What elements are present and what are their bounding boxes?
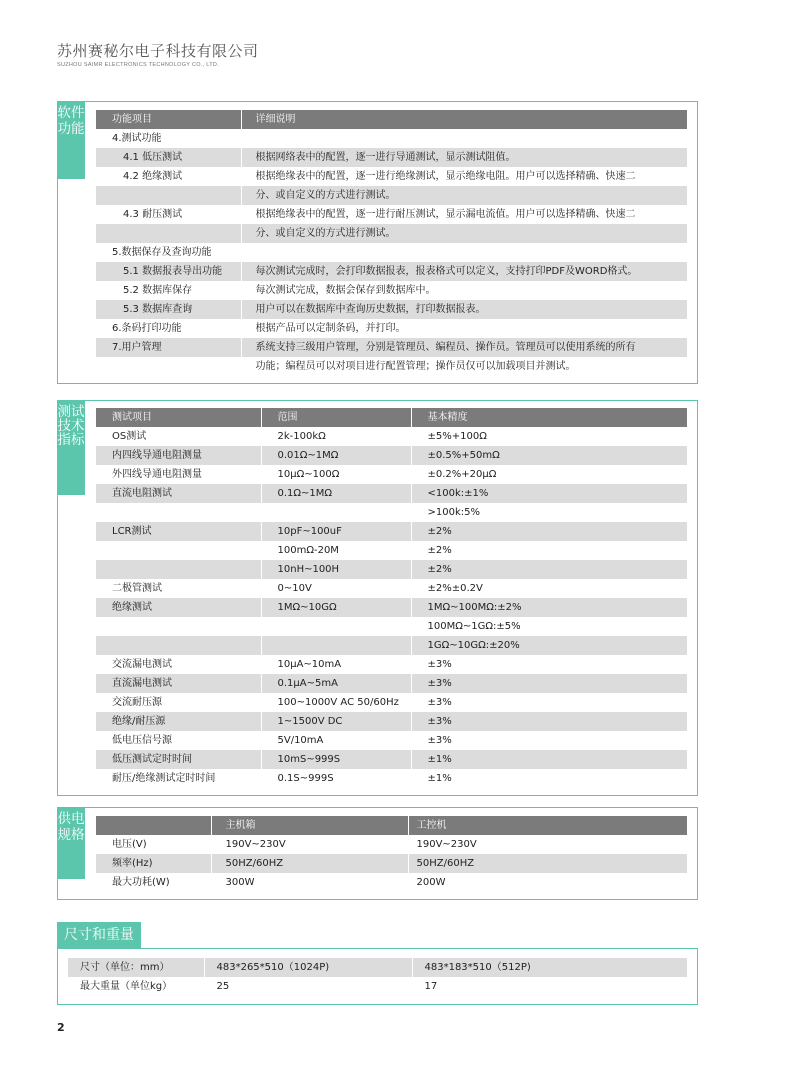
- software-table: [96, 110, 687, 376]
- spec-accuracy-cell: >100k:5%: [411, 503, 687, 522]
- size-section-label: 尺寸和重量: [57, 922, 141, 948]
- table-row: [96, 129, 687, 148]
- size-value-cell: 17: [412, 977, 687, 996]
- spec-accuracy-cell: ±2%±0.2V: [411, 579, 687, 598]
- table-row: [96, 357, 687, 376]
- power-ipc-cell: 200W: [408, 873, 687, 892]
- function-item-cell: 6.条码打印功能: [112, 323, 182, 334]
- spec-item-cell: 直流电阻测试: [96, 484, 261, 503]
- function-desc-cell: 分、或自定义的方式进行测试。: [241, 224, 687, 243]
- function-desc-cell: 每次测试完成，数据会保存到数据库中。: [241, 281, 687, 300]
- table-row: [96, 465, 687, 484]
- spec-accuracy-cell: ±2%: [411, 522, 687, 541]
- power-ipc-cell: 190V~230V: [408, 835, 687, 854]
- function-item-cell: 4.3 耐压测试: [123, 209, 183, 220]
- spec-item-cell: OS测试: [112, 431, 147, 442]
- table-row: [96, 731, 687, 750]
- spec-range-cell: 5V/10mA: [261, 731, 411, 750]
- column-header: [96, 816, 211, 835]
- function-desc-cell: 根据网络表中的配置，逐一进行导通测试，显示测试阻值。: [241, 148, 687, 167]
- spec-range-cell: 100~1000V AC 50/60Hz: [261, 693, 411, 712]
- table-row: [96, 262, 687, 281]
- spec-range-cell: 2k-100kΩ: [261, 427, 411, 446]
- spec-accuracy-cell: <100k:±1%: [411, 484, 687, 503]
- table-row: [96, 484, 687, 503]
- spec-range-cell: 0.1Ω~1MΩ: [261, 484, 411, 503]
- table-row: [96, 243, 687, 262]
- function-item-cell: 5.2 数据库保存: [123, 285, 193, 296]
- spec-range-cell: 10nH~100H: [261, 560, 411, 579]
- table-header-row: [96, 408, 687, 427]
- size-table: [68, 958, 687, 996]
- table-row: [96, 167, 687, 186]
- spec-item-cell: [96, 560, 261, 579]
- table-row: [96, 446, 687, 465]
- page-number: 2: [57, 1021, 65, 1034]
- table-row: [96, 598, 687, 617]
- table-row: [96, 427, 687, 446]
- specs-section-label: 测试技术指标: [57, 400, 85, 495]
- spec-range-cell: 10mS~999S: [261, 750, 411, 769]
- power-table: [96, 816, 687, 892]
- spec-range-cell: [261, 617, 411, 636]
- spec-item-cell: 低压测试定时时间: [96, 750, 261, 769]
- spec-item-cell: [96, 541, 261, 560]
- table-row: [96, 338, 687, 357]
- spec-accuracy-cell: ±3%: [411, 655, 687, 674]
- spec-range-cell: [261, 503, 411, 522]
- size-value-cell: 483*183*510（512P): [412, 958, 687, 977]
- spec-accuracy-cell: ±0.5%+50mΩ: [411, 446, 687, 465]
- spec-accuracy-cell: ±1%: [411, 769, 687, 788]
- software-section-label: 软件功能: [57, 101, 85, 179]
- power-host-cell: 50HZ/60HZ: [211, 854, 408, 873]
- spec-item-cell: [96, 617, 261, 636]
- spec-item-cell: 耐压/绝缘测试定时时间: [112, 773, 216, 784]
- spec-accuracy-cell: ±1%: [411, 750, 687, 769]
- company-name-en: SUZHOU SAIMR ELECTRONICS TECHNOLOGY CO., LTD.: [57, 62, 220, 68]
- power-section-label: 供电规格: [57, 807, 85, 879]
- table-row: [96, 674, 687, 693]
- function-item-cell: [96, 357, 241, 376]
- spec-range-cell: 100mΩ-20M: [261, 541, 411, 560]
- spec-item-cell: [96, 636, 261, 655]
- spec-accuracy-cell: ±5%+100Ω: [411, 427, 687, 446]
- function-item-cell: 4.1 低压测试: [96, 148, 241, 167]
- table-row: [96, 281, 687, 300]
- company-header: [57, 40, 259, 68]
- spec-item-cell: 绝缘测试: [96, 598, 261, 617]
- spec-accuracy-cell: 1MΩ~100MΩ:±2%: [411, 598, 687, 617]
- function-item-cell: 4.测试功能: [112, 133, 162, 144]
- table-header-row: [96, 110, 687, 129]
- table-row: [96, 636, 687, 655]
- spec-accuracy-cell: ±3%: [411, 674, 687, 693]
- spec-accuracy-cell: ±0.2%+20μΩ: [411, 465, 687, 484]
- table-row: [96, 503, 687, 522]
- column-header: 基本精度: [411, 408, 687, 427]
- spec-item-cell: 二极管测试: [112, 583, 162, 594]
- spec-item-cell: 低电压信号源: [112, 735, 172, 746]
- function-desc-cell: 用户可以在数据库中查询历史数据，打印数据报表。: [241, 300, 687, 319]
- spec-accuracy-cell: ±2%: [411, 560, 687, 579]
- spec-range-cell: 10μA~10mA: [261, 655, 411, 674]
- size-value-cell: 25: [204, 977, 412, 996]
- function-desc-cell: 根据绝缘表中的配置，逐一进行耐压测试，显示漏电流值。用户可以选择精确、快速二: [241, 205, 687, 224]
- power-item-cell: 频率(Hz): [96, 854, 211, 873]
- table-row: [96, 148, 687, 167]
- table-row: [96, 693, 687, 712]
- function-desc-cell: 根据产品可以定制条码，并打印。: [241, 319, 687, 338]
- column-header: 主机箱: [211, 816, 408, 835]
- spec-item-cell: 交流耐压源: [112, 697, 162, 708]
- spec-item-cell: 外四线导通电阻测量: [112, 469, 202, 480]
- column-header: 详细说明: [241, 110, 687, 129]
- spec-accuracy-cell: ±2%: [411, 541, 687, 560]
- function-desc-cell: [241, 129, 687, 148]
- spec-item-cell: [96, 503, 261, 522]
- column-header: 工控机: [408, 816, 687, 835]
- spec-item-cell: 内四线导通电阻测量: [96, 446, 261, 465]
- specs-table: [96, 408, 687, 788]
- spec-accuracy-cell: ±3%: [411, 693, 687, 712]
- function-desc-cell: 系统支持三级用户管理，分别是管理员、编程员、操作员。管理员可以使用系统的所有: [241, 338, 687, 357]
- spec-accuracy-cell: 100MΩ~1GΩ:±5%: [411, 617, 687, 636]
- spec-range-cell: 0.1S~999S: [261, 769, 411, 788]
- size-item-cell: 尺寸（单位：mm）: [68, 958, 204, 977]
- function-desc-cell: [241, 243, 687, 262]
- spec-range-cell: 0.01Ω~1MΩ: [261, 446, 411, 465]
- spec-range-cell: 0.1μA~5mA: [261, 674, 411, 693]
- table-row: [96, 186, 687, 205]
- table-row: [96, 560, 687, 579]
- power-item-cell: 最大功耗(W): [112, 877, 170, 888]
- table-row: [96, 522, 687, 541]
- size-value-cell: 483*265*510（1024P): [204, 958, 412, 977]
- function-item-cell: 4.2 绝缘测试: [123, 171, 183, 182]
- table-row: [96, 835, 687, 854]
- function-desc-cell: 分、或自定义的方式进行测试。: [241, 186, 687, 205]
- function-desc-cell: 功能；编程员可以对项目进行配置管理；操作员仅可以加载项目并测试。: [241, 357, 687, 376]
- spec-accuracy-cell: 1GΩ~10GΩ:±20%: [411, 636, 687, 655]
- spec-item-cell: 交流漏电测试: [112, 659, 172, 670]
- table-row: [96, 750, 687, 769]
- table-row: [96, 579, 687, 598]
- table-row: [96, 712, 687, 731]
- table-row: [96, 769, 687, 788]
- power-host-cell: 300W: [211, 873, 408, 892]
- function-item-cell: 7.用户管理: [96, 338, 241, 357]
- table-row: [96, 655, 687, 674]
- company-name-cn: 苏州赛秘尔电子科技有限公司: [57, 42, 259, 60]
- table-row: [96, 300, 687, 319]
- column-header: 范围: [261, 408, 411, 427]
- table-row: [96, 541, 687, 560]
- table-row: [96, 617, 687, 636]
- function-item-cell: [96, 224, 241, 243]
- function-item-cell: 5.1 数据报表导出功能: [96, 262, 241, 281]
- spec-range-cell: 1MΩ~10GΩ: [261, 598, 411, 617]
- function-desc-cell: 根据绝缘表中的配置，逐一进行绝缘测试，显示绝缘电阻。用户可以选择精确、快速二: [241, 167, 687, 186]
- power-ipc-cell: 50HZ/60HZ: [408, 854, 687, 873]
- table-row: [96, 205, 687, 224]
- column-header: 功能项目: [96, 110, 241, 129]
- spec-item-cell: LCR测试: [96, 522, 261, 541]
- table-row: [96, 224, 687, 243]
- spec-range-cell: 1~1500V DC: [261, 712, 411, 731]
- table-row: [68, 977, 687, 996]
- function-item-cell: [96, 186, 241, 205]
- power-item-cell: 电压(V): [112, 839, 147, 850]
- table-row: [96, 854, 687, 873]
- table-row: [96, 873, 687, 892]
- size-item-cell: 最大重量（单位kg）: [80, 981, 173, 992]
- spec-item-cell: 绝缘/耐压源: [96, 712, 261, 731]
- table-row: [96, 319, 687, 338]
- power-host-cell: 190V~230V: [211, 835, 408, 854]
- spec-item-cell: 直流漏电测试: [96, 674, 261, 693]
- spec-range-cell: 10pF~100uF: [261, 522, 411, 541]
- function-item-cell: 5.数据保存及查询功能: [112, 247, 212, 258]
- spec-range-cell: 10μΩ~100Ω: [261, 465, 411, 484]
- column-header: 测试项目: [96, 408, 261, 427]
- spec-range-cell: [261, 636, 411, 655]
- function-desc-cell: 每次测试完成时，会打印数据报表，报表格式可以定义，支持打印PDF及WORD格式。: [241, 262, 687, 281]
- table-row: [68, 958, 687, 977]
- spec-accuracy-cell: ±3%: [411, 731, 687, 750]
- spec-accuracy-cell: ±3%: [411, 712, 687, 731]
- spec-range-cell: 0~10V: [261, 579, 411, 598]
- table-header-row: [96, 816, 687, 835]
- function-item-cell: 5.3 数据库查询: [96, 300, 241, 319]
